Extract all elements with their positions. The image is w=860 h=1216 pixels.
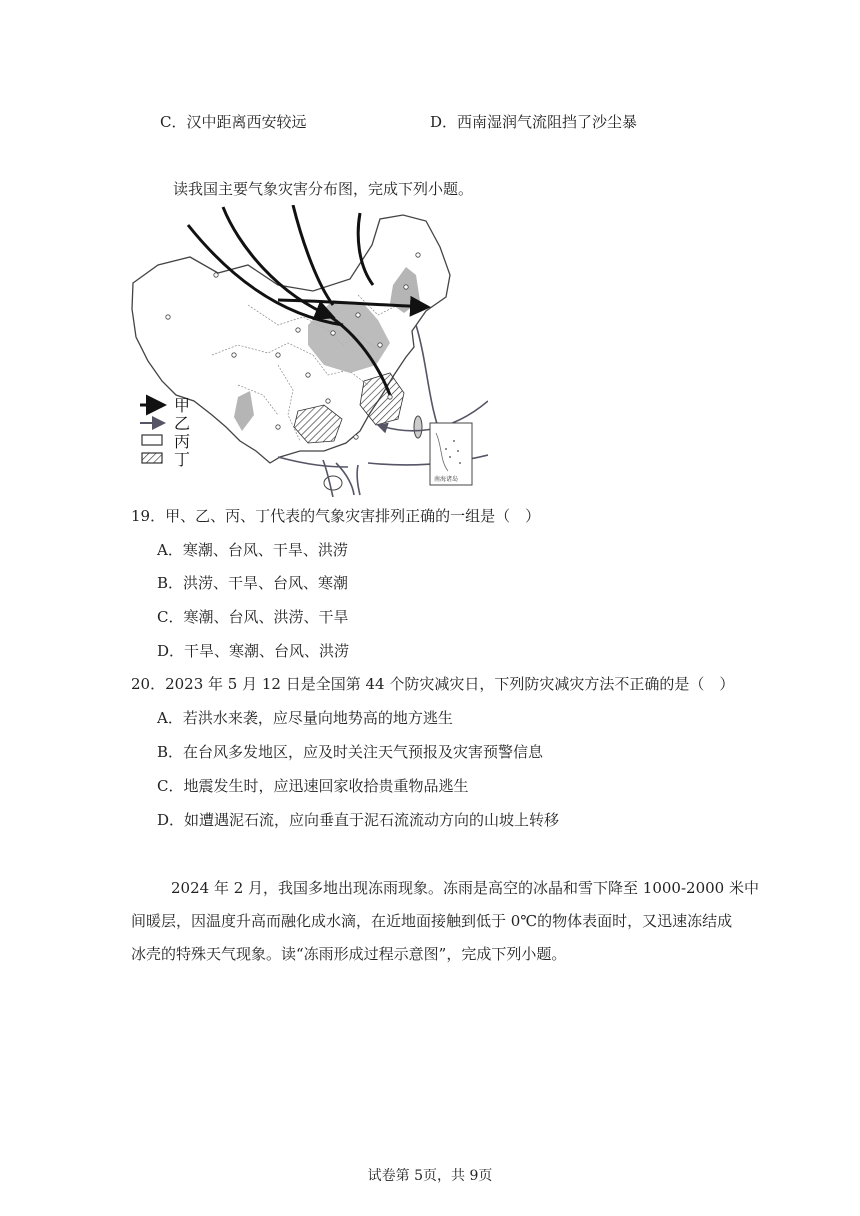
taiwan-island [414, 416, 422, 438]
q20-stem: 20．2023 年 5 月 12 日是全国第 44 个防灾减灾日，下列防灾减灾方法不正确的是（ ） [131, 675, 735, 693]
legend-jia: 甲 [174, 396, 191, 415]
option-d-prev: D．西南湿润气流阻挡了沙尘暴 [430, 113, 638, 131]
china-map-figure [128, 205, 488, 497]
page-footer: 试卷第 5页，共 9页 [367, 1168, 493, 1184]
intro-map: 读我国主要气象灾害分布图，完成下列小题。 [173, 180, 474, 198]
q19-option-a: A．寒潮、台风、干旱、洪涝 [157, 541, 348, 559]
q19-option-d: D．干旱、寒潮、台风、洪涝 [157, 642, 350, 660]
q20-option-d: D．如遭遇泥石流，应向垂直于泥石流流动方向的山坡上转移 [157, 811, 560, 829]
q20-option-b: B．在台风多发地区，应及时关注天气预报及灾害预警信息 [157, 743, 544, 761]
disaster-distribution-map [128, 205, 488, 497]
q20-option-a: A．若洪水来袭，应尽量向地势高的地方逃生 [157, 709, 453, 727]
map-legend [140, 396, 190, 469]
intro2-line2: 间暖层，因温度升高而融化成水滴，在近地面接触到低于 0℃的物体表面时，又迅速冻结成 [131, 912, 733, 930]
q19-option-c: C．寒潮、台风、洪涝、干旱 [157, 608, 349, 626]
intro2-line1: 2024 年 2 月，我国多地出现冻雨现象。冻雨是高空的冰晶和雪下降至 1000-2000 米中 [171, 879, 759, 897]
legend-ding: 丁 [174, 450, 191, 469]
hainan-island [324, 476, 342, 490]
inset-label: 南海诸岛 [434, 476, 459, 483]
option-c-prev: C．汉中距离西安较远 [160, 113, 307, 131]
legend-bing: 丙 [174, 432, 191, 451]
q19-option-b: B．洪涝、干旱、台风、寒潮 [157, 574, 349, 592]
intro2-line3: 冰壳的特殊天气现象。读“冻雨形成过程示意图”，完成下列小题。 [131, 945, 567, 963]
legend-yi: 乙 [174, 414, 191, 433]
q20-option-c: C．地震发生时，应迅速回家收拾贵重物品逃生 [157, 777, 469, 795]
q19-stem: 19．甲、乙、丙、丁代表的气象灾害排列正确的一组是（ ） [131, 507, 541, 525]
